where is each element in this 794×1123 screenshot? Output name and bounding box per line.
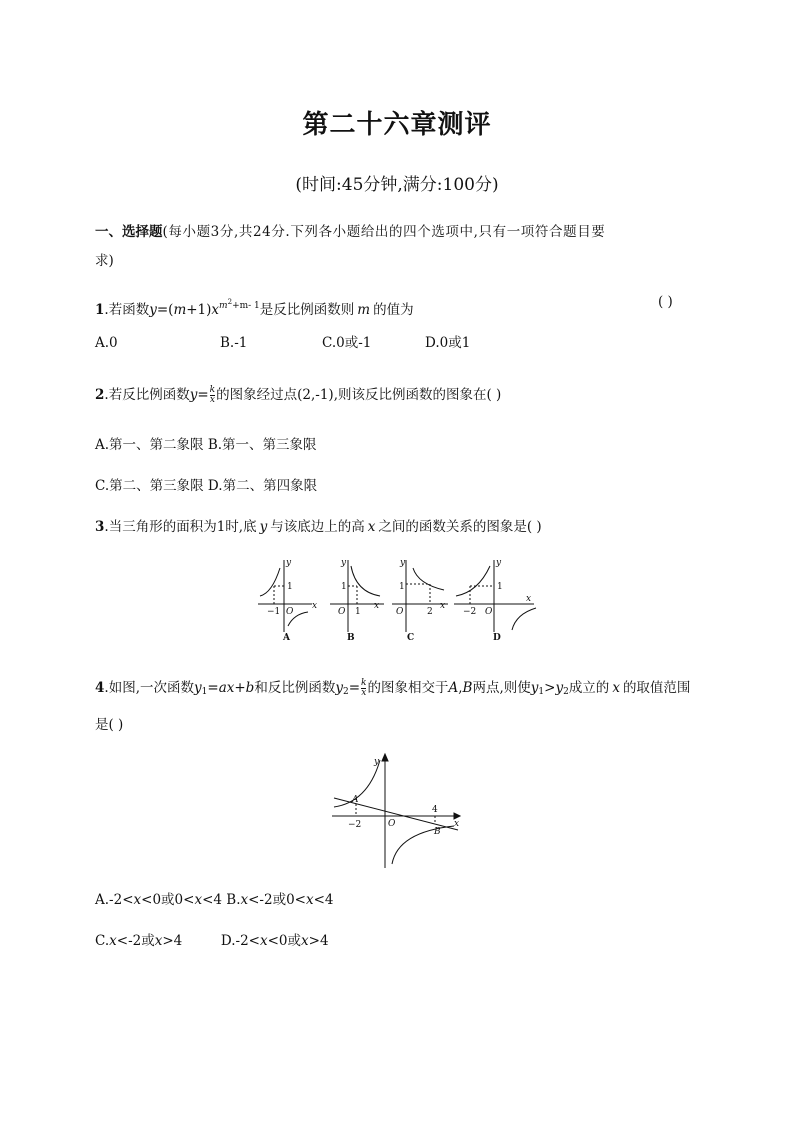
y-axis-arrow <box>382 754 388 761</box>
math-text: , <box>458 680 463 696</box>
q4-figure <box>330 752 464 872</box>
subscript: 2 <box>342 687 349 697</box>
x-mark: 1 <box>355 607 361 617</box>
math-text: > <box>544 680 556 696</box>
option-text: C. <box>95 933 110 949</box>
curve <box>351 566 380 596</box>
var-x: x <box>109 933 117 949</box>
question-number: 1 <box>95 302 105 318</box>
var-x: x <box>367 519 376 535</box>
fraction-k-over-x <box>361 679 366 698</box>
denominator: x <box>209 395 215 405</box>
numerator: k <box>361 678 367 688</box>
origin-label: O <box>338 607 346 617</box>
math-text: +m <box>232 301 249 311</box>
option-c: C.0或-1 <box>322 335 372 351</box>
var-m: m <box>357 302 371 318</box>
var-x: x <box>301 933 309 949</box>
question-text: .如图,一次函数 <box>104 680 194 696</box>
option-b: B.-1 <box>220 335 248 351</box>
question-text: 的值为 <box>373 302 414 318</box>
x-axis-label: x <box>454 819 460 829</box>
graph-b <box>330 560 384 632</box>
var-x: x <box>133 892 142 908</box>
question-text: .当三角形的面积为1时,底 <box>104 519 257 535</box>
question-text: 成立的 <box>568 680 610 696</box>
var-y: y <box>259 519 268 535</box>
math-text: - 1 <box>248 301 260 311</box>
question-4-cont: 是( ) <box>95 717 124 733</box>
var-y: y <box>194 680 202 696</box>
x-mark: −2 <box>463 607 477 617</box>
x-axis-label: x <box>526 594 532 604</box>
page-subtitle: (时间:45分钟,满分:100分) <box>295 175 499 195</box>
subscript: 1 <box>201 687 208 697</box>
section-instructions: (每小题3分,共24分.下列各小题给出的四个选项中,只有一项符合题目要 <box>162 224 606 240</box>
answer-paren: ( ) <box>658 294 673 310</box>
var-x: x <box>259 933 268 949</box>
question-number: 2 <box>95 387 105 403</box>
curve <box>413 568 444 590</box>
var-x: x <box>194 892 203 908</box>
var-y: y <box>555 680 564 696</box>
graph-d <box>454 560 536 632</box>
x-mark-pos: 4 <box>432 805 438 815</box>
curve <box>456 566 490 596</box>
section-heading: 一、选择题 <box>95 224 163 240</box>
point-b-label: B <box>434 827 441 837</box>
question-text: 的图象相交于 <box>367 680 449 696</box>
option-text: <-2或0< <box>248 892 306 908</box>
option-text: >4 <box>308 933 329 949</box>
y-axis-label: y <box>496 558 502 568</box>
y-axis-label: y <box>374 757 380 767</box>
var-x: x <box>240 892 249 908</box>
x-mark-neg: −2 <box>348 820 362 830</box>
y-axis-label: y <box>400 558 406 568</box>
fraction-k-over-x <box>210 386 215 405</box>
question-number: 3 <box>95 519 105 535</box>
option-text: <-2或 <box>116 933 155 949</box>
point-a-ref: A <box>448 680 459 696</box>
y-mark: 1 <box>497 582 503 592</box>
exponent <box>219 298 260 311</box>
graph-label-c: C <box>407 633 415 643</box>
math-text: = <box>197 387 209 403</box>
section-instructions-cont: 求) <box>95 253 114 269</box>
subscript: 1 <box>538 687 545 697</box>
options-line-1 <box>95 891 334 909</box>
var-y: y <box>189 387 198 403</box>
question-4 <box>95 679 690 701</box>
option-a: A.0 <box>95 335 118 351</box>
y-axis-label: y <box>286 558 292 568</box>
graph-label-b: B <box>347 633 355 643</box>
question-text: 之间的函数关系的图象是( ) <box>378 519 542 535</box>
var-m: m <box>173 302 187 318</box>
question-text: 两点,则使 <box>472 680 531 696</box>
var-y: y <box>530 680 539 696</box>
question-3 <box>95 518 542 536</box>
question-text: 和反比例函数 <box>254 680 336 696</box>
var-x: x <box>211 302 220 318</box>
option-text: <4 <box>313 892 334 908</box>
q3-graph-options <box>250 556 550 644</box>
page-title: 第二十六章测评 <box>302 110 492 140</box>
question-text: 的图象经过点(2,-1),则该反比例函数的图象在( ) <box>216 387 502 403</box>
y-axis-label: y <box>341 558 347 568</box>
x-axis-label: x <box>312 601 318 611</box>
math-text: = <box>348 680 361 696</box>
math-text: + <box>234 680 246 696</box>
origin-label: O <box>388 819 396 829</box>
options-line-1: A.第一、第二象限 B.第一、第三象限 <box>95 437 317 453</box>
graph-c <box>392 560 448 632</box>
question-text: 与该底边上的高 <box>270 519 365 535</box>
exponent-2: 2 <box>227 298 233 306</box>
question-text: 是反比例函数则 <box>259 302 355 318</box>
question-number: 4 <box>95 680 105 696</box>
y-mark: 1 <box>287 582 293 592</box>
y-mark: 1 <box>399 582 405 592</box>
option-text: <4 B. <box>202 892 241 908</box>
y-mark: 1 <box>341 582 347 592</box>
var-x: x <box>305 892 314 908</box>
section-heading-line <box>95 223 605 241</box>
graph-label-d: D <box>493 633 501 643</box>
denominator: x <box>361 688 367 698</box>
hyperbola-branch-right <box>392 826 454 864</box>
math-text: =( <box>156 302 174 318</box>
option-text: >4 D.-2< <box>162 933 260 949</box>
option-text: <0或0< <box>141 892 195 908</box>
options-line-2 <box>95 932 329 950</box>
x-mark: 2 <box>427 607 433 617</box>
var-ax: ax <box>218 680 235 696</box>
var-y: y <box>149 302 157 318</box>
var-x: x <box>612 680 620 696</box>
graph-label-a: A <box>283 633 290 643</box>
origin-label: O <box>286 607 294 617</box>
point-a-label: A <box>352 795 359 805</box>
numerator: k <box>209 385 216 395</box>
math-text: = <box>207 680 219 696</box>
graph-a <box>258 560 312 632</box>
var-m: m <box>219 301 228 311</box>
math-text: +1) <box>186 302 212 318</box>
x-mark: −1 <box>267 607 281 617</box>
options-line-2: C.第二、第三象限 D.第二、第四象限 <box>95 478 318 494</box>
origin-label: O <box>485 607 493 617</box>
x-axis-label: x <box>374 601 380 611</box>
var-x: x <box>154 933 163 949</box>
question-text: 的取值范围 <box>622 680 691 696</box>
option-d: D.0或1 <box>425 335 471 351</box>
point-b-ref: B <box>462 680 473 696</box>
option-text: A.-2< <box>95 892 134 908</box>
question-2 <box>95 386 501 405</box>
question-1 <box>95 293 414 319</box>
question-text: .若反比例函数 <box>104 387 190 403</box>
var-b: b <box>245 680 255 696</box>
option-text: <0或 <box>267 933 302 949</box>
origin-label: O <box>396 607 404 617</box>
curve <box>260 568 280 596</box>
x-axis-label: x <box>440 601 446 611</box>
curve <box>512 608 536 630</box>
var-y: y <box>335 680 343 696</box>
subscript: 2 <box>563 687 569 697</box>
question-text: .若函数 <box>104 302 150 318</box>
